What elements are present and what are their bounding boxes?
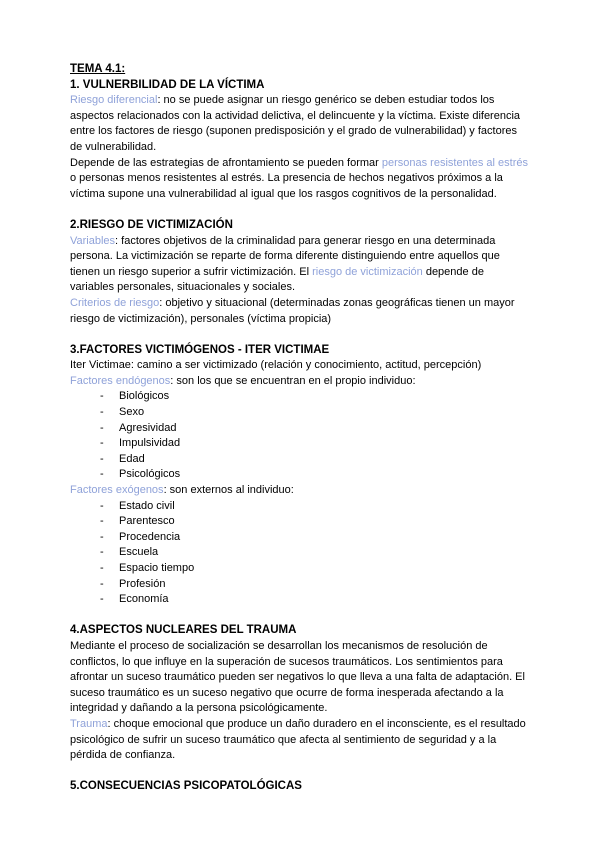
body-text: : son externos al individuo: [163,484,294,497]
body-text: : factores objetivos de la criminalidad para generar riesgo en una determinada persona. La victimización se reparte de forma diferente distinguiendo entre aquellos que tienen un riesgo superior a sufrir victimización. El [70,234,500,278]
section-1-heading: 1. VULNERBILIDAD DE LA VÍCTIMA [70,78,265,91]
list-dash: - [100,499,104,512]
term-trauma: Trauma [70,717,108,730]
list-item-text: Profesión [119,577,166,590]
body-text: : son los que se encuentran en el propio individuo: [170,374,416,387]
section-1 [70,78,530,203]
term-riesgo-diferencial: Riesgo diferencial [70,94,158,107]
list-dash: - [100,452,104,465]
body-text: : objetivo y situacional (determinadas zonas geográficas tienen un mayor riesgo de victimización), personales (víctima propicia) [70,296,515,325]
list-item [70,421,530,437]
paragraph [70,639,530,717]
list-item [70,545,530,561]
bullet-list-exogenos [70,499,530,608]
list-item [70,499,530,515]
list-item-text: Procedencia [119,530,181,543]
list-item-text: Economía [119,593,169,606]
list-item-text: Espacio tiempo [119,562,195,574]
section-2-heading: 2.RIESGO DE VICTIMIZACIÓN [70,218,233,231]
list-dash: - [100,515,104,528]
list-item-text: Biológicos [119,390,170,403]
term-riesgo-de-victimizacion: riesgo de victimización [312,265,423,278]
list-item [70,514,530,530]
list-item [70,530,530,546]
paragraph [70,234,530,296]
paragraph [70,296,530,327]
list-item-text: Agresividad [119,421,177,434]
list-item-text: Escuela [119,546,159,559]
paragraph [70,358,530,374]
list-dash: - [100,421,104,434]
list-dash: - [100,390,104,403]
body-text: : no se puede asignar un riesgo genérico se deben estudiar todos los aspectos relacionados con la actividad delictiva, el delincuente y la víctima. Existe diferencia entre los factores de riesgo (suponen predisposición y el grado de vulnerabilidad) y factores de vulnerabilidad. [70,94,521,153]
list-dash: - [100,530,104,543]
list-item [70,389,530,405]
list-item [70,436,530,452]
list-item-text: Parentesco [119,515,175,528]
list-dash: - [100,437,104,450]
body-text: Mediante el proceso de socialización se desarrollan los mecanismos de resolución de conflictos, lo que influye en la superación de sucesos traumáticos. Los sentimientos para afrontar un suceso traumático pueden ser negativos lo que lleva a una falta de adaptación. El suceso traumático es un suceso negativo que ocurre de forma inesperada afectando a la integridad y dañando a la persona psicológicamente. [70,639,525,715]
list-item-text: Sexo [119,406,145,419]
list-item [70,561,530,577]
section-4-heading: 4.ASPECTOS NUCLEARES DEL TRAUMA [70,624,297,637]
section-3-heading: 3.FACTORES VICTIMÓGENOS - ITER VICTIMAE [70,343,330,356]
list-item [70,592,530,608]
paragraph [70,717,530,764]
section-5-heading: 5.CONSECUENCIAS PSICOPATOLÓGICAS [70,780,302,793]
list-item-text: Edad [119,452,145,465]
list-item [70,467,530,483]
list-item [70,405,530,421]
body-text: Iter Victimae: camino a ser victimizado (relación y conocimiento, actitud, percepción) [70,359,482,372]
list-dash: - [100,593,104,606]
list-item [70,577,530,593]
list-dash: - [100,406,104,419]
doc-title: TEMA 4.1: [70,63,126,75]
term-personas-resistentes: personas resistentes al estrés [381,156,529,169]
paragraph [70,156,530,203]
section-5 [70,779,530,795]
term-variables: Variables [70,234,116,247]
body-text: : choque emocional que produce un daño duradero en el inconsciente, es el resultado psicológico de sufrir un suceso traumático que afecta al sentimiento de seguridad y a la pérdida de confianza. [70,717,526,762]
list-item-text: Impulsividad [119,437,181,450]
list-item-text: Estado civil [119,499,175,512]
list-dash: - [100,546,104,559]
body-text: o personas menos resistentes al estrés. La presencia de hechos negativos próximos a la víctima supone una vulnerabilidad al igual que los rasgos cognitivos de la personalidad. [70,172,503,200]
paragraph [70,374,530,390]
term-factores-endogenos: Factores endógenos [70,374,171,387]
section-2 [70,218,530,327]
term-factores-exogenos: Factores exógenos [70,484,164,497]
section-4 [70,623,530,763]
list-dash: - [100,577,104,590]
list-item-text: Psicológicos [119,468,181,481]
body-text: Depende de las estrategias de afrontamiento se pueden formar [70,156,382,169]
body-text: depende de variables personales, situacionales y sociales. [70,265,484,294]
paragraph [70,483,530,499]
list-item [70,452,530,468]
section-3 [70,343,530,608]
bullet-list-endogenos [70,389,530,483]
paragraph [70,93,530,155]
term-criterios-de-riesgo: Criterios de riesgo [70,296,160,309]
list-dash: - [100,562,104,574]
list-dash: - [100,468,104,481]
